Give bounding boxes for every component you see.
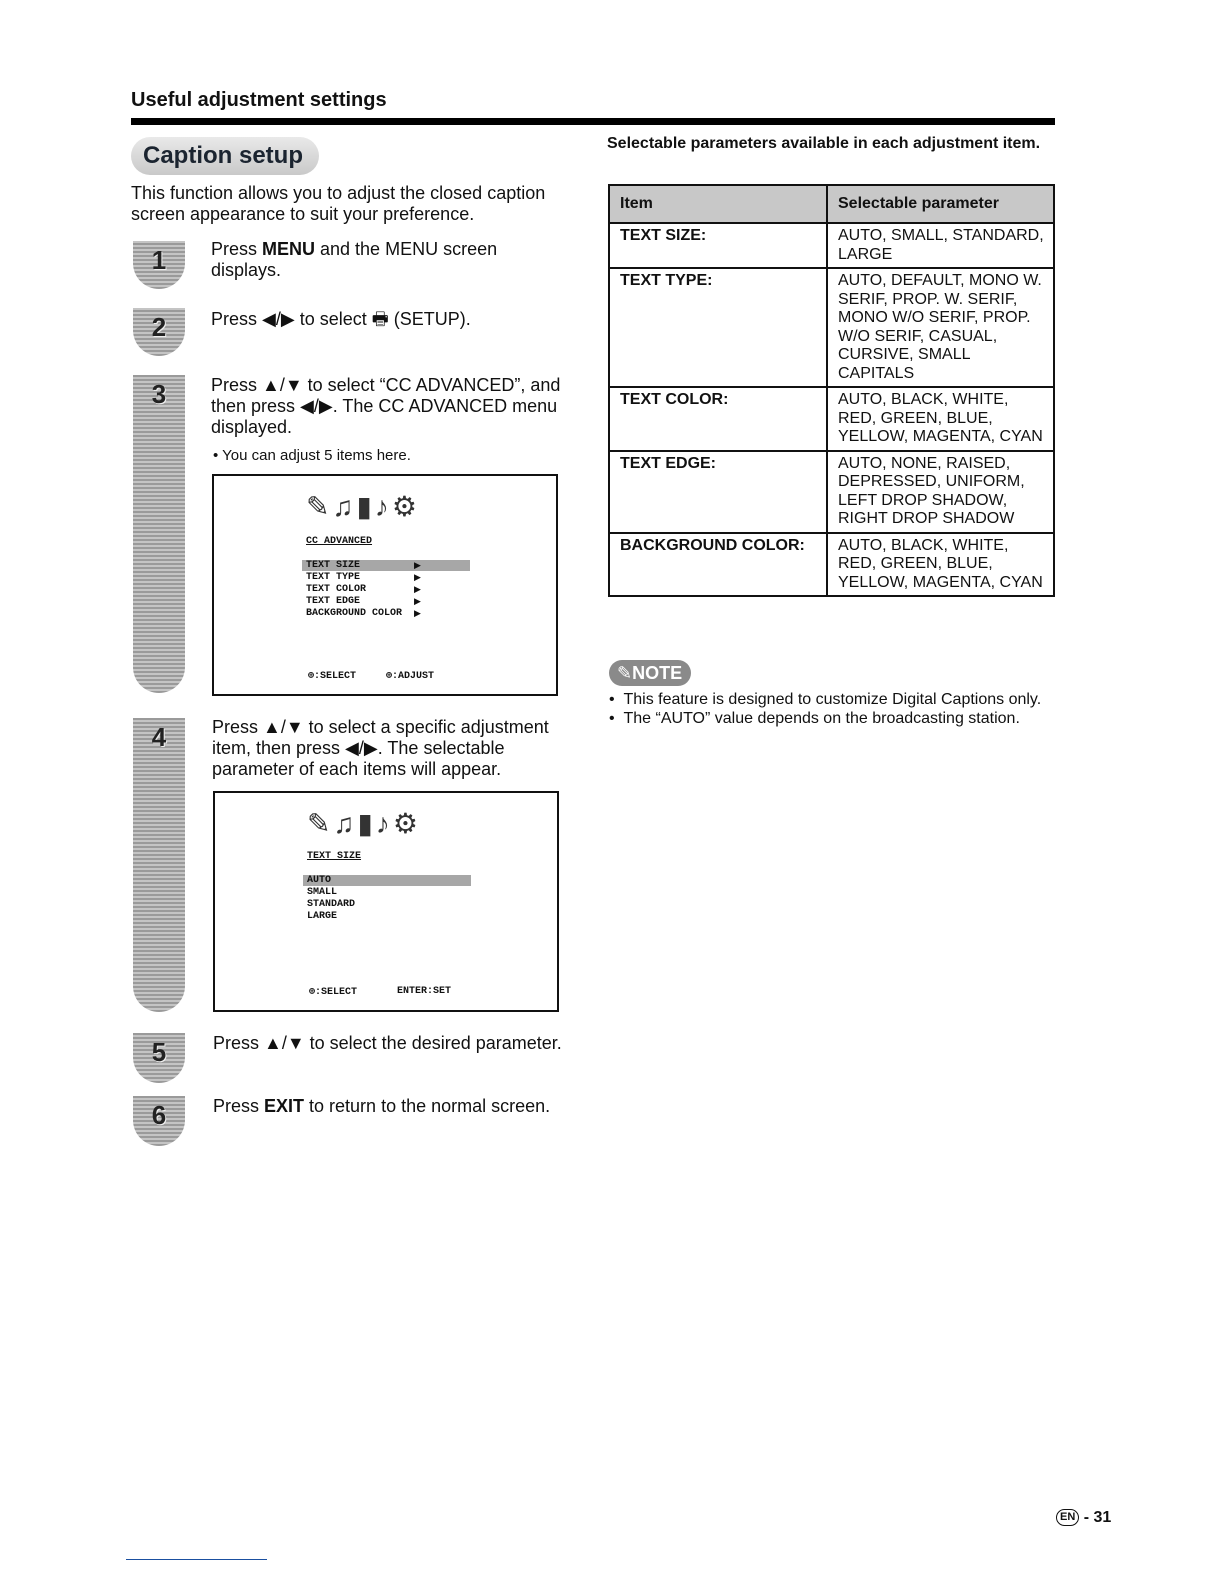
step-number: 1 — [151, 245, 167, 275]
step-1-text: Press MENU and the MENU screen displays. — [211, 239, 498, 280]
table-row — [609, 533, 1054, 597]
menu-item[interactable]: TEXT COLOR — [306, 584, 367, 595]
step-number: 2 — [151, 312, 167, 342]
step-number: 6 — [151, 1100, 167, 1130]
note-item: • This feature is designed to customize Digital Captions only. — [609, 691, 1042, 708]
item-cell: TEXT EDGE: — [609, 451, 827, 533]
menu-item[interactable]: BACKGROUND COLOR — [306, 608, 403, 619]
menu-title: CC ADVANCED — [306, 536, 373, 547]
arrow-right-icon: ▶ — [414, 596, 421, 606]
step-3-text: Press ▲/▼ to select “CC ADVANCED”, and then press ◀/▶. The CC ADVANCED menu displayed. — [211, 375, 561, 437]
arrow-right-icon: ▶ — [414, 584, 421, 594]
item-cell: TEXT COLOR: — [609, 387, 827, 451]
table-caption: Selectable parameters available in each adjustment item. — [607, 135, 1041, 152]
intro-text: This function allows you to adjust the closed caption screen appearance to suit your preference. — [131, 183, 546, 224]
param-cell: AUTO, SMALL, STANDARD, LARGE — [827, 223, 1054, 268]
menu-item[interactable]: TEXT SIZE — [306, 560, 361, 571]
step-tab-3 — [133, 375, 185, 693]
note-item: • The “AUTO” value depends on the broadcasting station. — [609, 710, 1020, 727]
footer-adjust: ⊕:ADJUST — [386, 671, 435, 682]
step-2-text: Press ◀/▶ to select 🖶 (SETUP). — [211, 309, 471, 329]
header-rule — [131, 118, 1055, 125]
arrow-right-icon: ▶ — [414, 572, 421, 582]
step-6-text: Press EXIT to return to the normal screen. — [213, 1096, 551, 1116]
notes-list — [609, 690, 1049, 728]
step-tab-5 — [133, 1033, 185, 1083]
table-row — [609, 451, 1054, 533]
step-tab-4 — [133, 718, 185, 1012]
arrow-right-icon: ▶ — [414, 608, 421, 618]
page-number: EN - 31 — [1056, 1509, 1111, 1527]
table-row — [609, 268, 1054, 387]
menu-icons: ✎♫▮♪⚙ — [306, 491, 420, 522]
setup-icon: 🖶 — [371, 309, 389, 329]
item-cell: BACKGROUND COLOR: — [609, 533, 827, 597]
footer-select: ⊕:SELECT — [308, 671, 357, 682]
item-cell: TEXT TYPE: — [609, 268, 827, 387]
menu-icons: ✎♫▮♪⚙ — [307, 808, 421, 839]
parameter-table — [608, 184, 1055, 597]
menu-title: TEXT SIZE — [307, 851, 362, 862]
column-header-parameter: Selectable parameter — [827, 185, 1054, 223]
step-number: 3 — [151, 379, 167, 409]
step-3-bullet: • You can adjust 5 items here. — [213, 447, 411, 464]
column-header-item: Item — [609, 185, 827, 223]
table-header-row — [609, 185, 1054, 223]
param-cell: AUTO, DEFAULT, MONO W. SERIF, PROP. W. SERIF, MONO W/O SERIF, PROP. W/O SERIF, CASUAL, CURSIVE, SMALL CAPITALS — [827, 268, 1054, 387]
menu-item[interactable]: TEXT TYPE — [306, 572, 361, 583]
note-badge: ✎NOTE — [609, 660, 691, 686]
language-badge: EN — [1056, 1509, 1079, 1526]
param-cell: AUTO, BLACK, WHITE, RED, GREEN, BLUE, YELLOW, MAGENTA, CYAN — [827, 533, 1054, 597]
menu-item[interactable]: SMALL — [307, 887, 338, 898]
table-row — [609, 223, 1054, 268]
table-row — [609, 387, 1054, 451]
step-5-text: Press ▲/▼ to select the desired parameter. — [213, 1033, 562, 1053]
step-number: 5 — [151, 1037, 167, 1067]
arrow-right-icon: ▶ — [414, 560, 421, 570]
item-cell: TEXT SIZE: — [609, 223, 827, 268]
menu-item[interactable]: TEXT EDGE — [306, 596, 361, 607]
footer-set: ENTER:SET — [397, 986, 452, 997]
bottom-line — [126, 1559, 267, 1560]
menu-item[interactable]: STANDARD — [307, 899, 356, 910]
section-title: Caption setup — [131, 137, 319, 175]
menu-item[interactable]: AUTO — [307, 875, 332, 886]
cc-advanced-screen — [212, 474, 558, 696]
step-4-text: Press ▲/▼ to select a specific adjustment item, then press ◀/▶. The selectable parameter of each items will appear. — [212, 717, 549, 779]
step-tab-1 — [133, 241, 185, 289]
step-tab-2 — [133, 308, 185, 356]
page-header: Useful adjustment settings — [131, 89, 387, 111]
footer-select: ⊕:SELECT — [309, 987, 358, 998]
step-tab-6 — [133, 1096, 185, 1146]
step-number: 4 — [151, 722, 167, 752]
menu-item[interactable]: LARGE — [307, 911, 338, 922]
pencil-icon: ✎ — [617, 663, 633, 683]
text-size-screen — [213, 791, 559, 1012]
param-cell: AUTO, BLACK, WHITE, RED, GREEN, BLUE, YELLOW, MAGENTA, CYAN — [827, 387, 1054, 451]
param-cell: AUTO, NONE, RAISED, DEPRESSED, UNIFORM, LEFT DROP SHADOW, RIGHT DROP SHADOW — [827, 451, 1054, 533]
